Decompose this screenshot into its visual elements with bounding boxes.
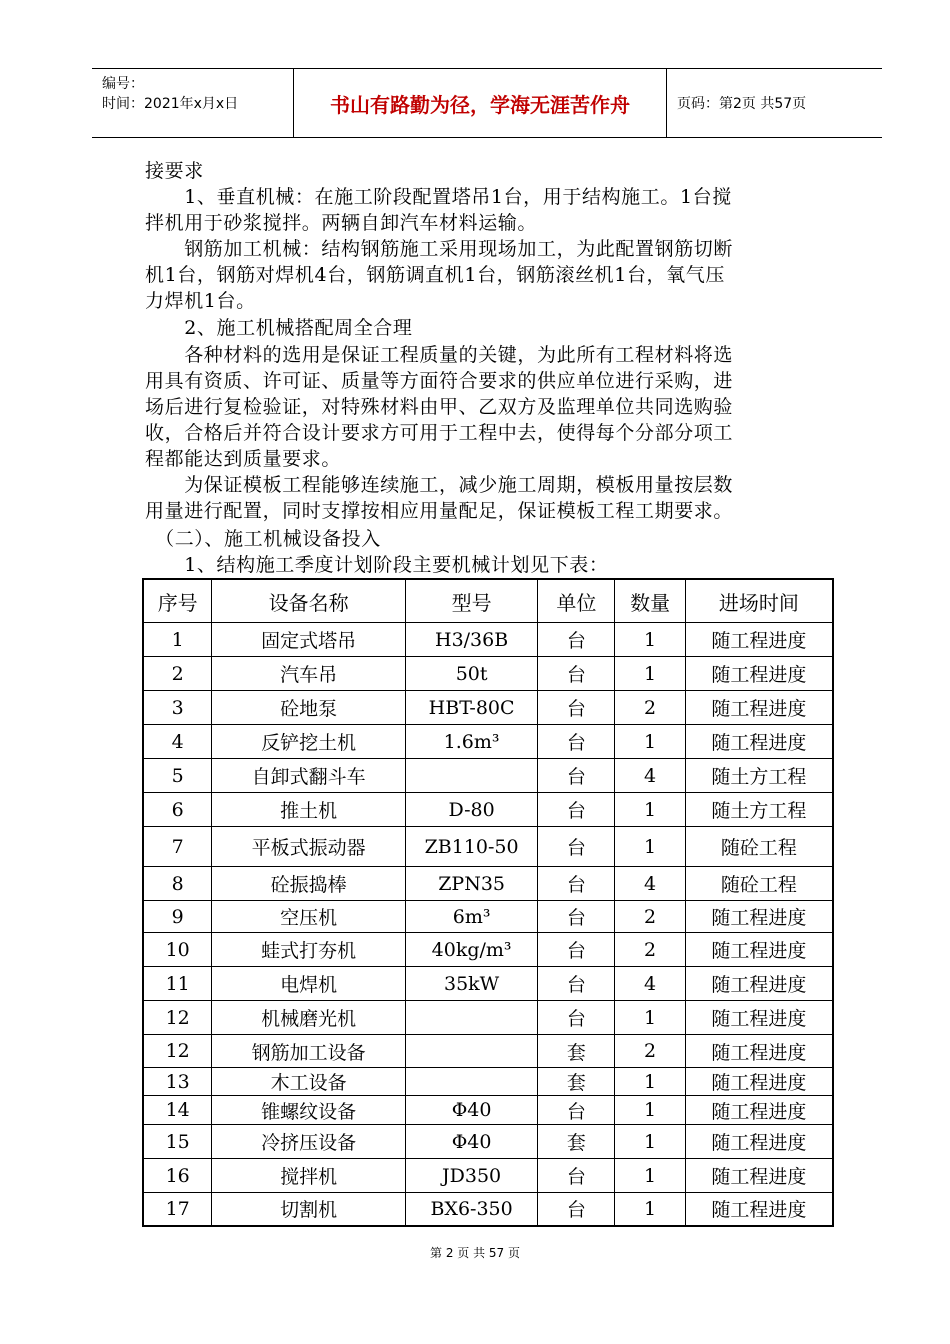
table-row bbox=[143, 1035, 833, 1068]
table-cell: 6 bbox=[143, 793, 212, 827]
table-cell: 随工程进度 bbox=[685, 691, 833, 725]
table-cell bbox=[405, 759, 537, 793]
text-line: 力焊机1台。 bbox=[145, 290, 256, 312]
table-cell: 5 bbox=[143, 759, 212, 793]
table-cell: 随工程进度 bbox=[685, 901, 833, 933]
table-cell: 砼地泵 bbox=[212, 691, 406, 725]
table-row bbox=[143, 1193, 833, 1226]
table-cell: 2 bbox=[615, 933, 685, 967]
table-cell: 7 bbox=[143, 827, 212, 867]
table-cell: 2 bbox=[615, 1035, 685, 1068]
table-cell: 随工程进度 bbox=[685, 1193, 833, 1226]
table-cell: 随工程进度 bbox=[685, 1035, 833, 1068]
table-row bbox=[143, 725, 833, 759]
text-line: 用具有资质、许可证、质量等方面符合要求的供应单位进行采购，进 bbox=[145, 370, 734, 392]
text-line: 各种材料的选用是保证工程质量的关键，为此所有工程材料将选 bbox=[145, 344, 734, 366]
table-row bbox=[143, 1068, 833, 1096]
table-cell: 套 bbox=[538, 1068, 615, 1096]
table-cell: 推土机 bbox=[212, 793, 406, 827]
table-cell: 台 bbox=[538, 1159, 615, 1193]
table-cell: 1 bbox=[615, 725, 685, 759]
table-cell: 随土方工程 bbox=[685, 759, 833, 793]
table-cell: D-80 bbox=[405, 793, 537, 827]
text-line: 1、结构施工季度计划阶段主要机械计划见下表： bbox=[145, 554, 609, 576]
table-row bbox=[143, 867, 833, 901]
table-cell: 1 bbox=[615, 1001, 685, 1035]
text-line: 场后进行复检验证，对特殊材料由甲、乙双方及监理单位共同选购验 bbox=[145, 396, 734, 418]
table-cell: 35kW bbox=[405, 967, 537, 1001]
table-cell: 40kg/m³ bbox=[405, 933, 537, 967]
table-cell: 1 bbox=[615, 1068, 685, 1096]
table-cell: 台 bbox=[538, 827, 615, 867]
text-line: 程都能达到质量要求。 bbox=[145, 448, 342, 470]
table-cell: 4 bbox=[615, 759, 685, 793]
header-cell: 进场时间 bbox=[685, 579, 833, 623]
table-cell: Φ40 bbox=[405, 1125, 537, 1159]
table-row bbox=[143, 901, 833, 933]
text-line: 为保证模板工程能够连续施工，减少施工周期，模板用量按层数 bbox=[145, 474, 734, 496]
table-cell: 2 bbox=[143, 657, 212, 691]
table-row bbox=[143, 933, 833, 967]
table-cell: HBT-80C bbox=[405, 691, 537, 725]
table-cell: 12 bbox=[143, 1001, 212, 1035]
table-cell: 随工程进度 bbox=[685, 1159, 833, 1193]
table-cell: 1 bbox=[143, 623, 212, 657]
table-cell: 台 bbox=[538, 933, 615, 967]
table-cell: 汽车吊 bbox=[212, 657, 406, 691]
table-cell: 3 bbox=[143, 691, 212, 725]
table-cell: 1.6m³ bbox=[405, 725, 537, 759]
table-cell: 2 bbox=[615, 691, 685, 725]
table-cell: 台 bbox=[538, 793, 615, 827]
table-cell: 15 bbox=[143, 1125, 212, 1159]
table-cell: 随工程进度 bbox=[685, 967, 833, 1001]
table-cell bbox=[405, 1001, 537, 1035]
table-cell: 台 bbox=[538, 691, 615, 725]
table-cell: 台 bbox=[538, 901, 615, 933]
table-cell: 蛙式打夯机 bbox=[212, 933, 406, 967]
table-cell: ZPN35 bbox=[405, 867, 537, 901]
table-cell: 电焊机 bbox=[212, 967, 406, 1001]
table-cell: 随砼工程 bbox=[685, 867, 833, 901]
table-cell: 自卸式翻斗车 bbox=[212, 759, 406, 793]
table-cell: 4 bbox=[615, 967, 685, 1001]
page-footer: 第 2 页 共 57 页 bbox=[430, 1246, 520, 1260]
table-header-row bbox=[143, 579, 833, 623]
text-line: （二）、施工机械设备投入 bbox=[145, 528, 381, 550]
table-cell: 搅拌机 bbox=[212, 1159, 406, 1193]
text-line: 用量进行配置，同时支撑按相应用量配足，保证模板工程工期要求。 bbox=[145, 500, 734, 522]
table-cell: BX6-350 bbox=[405, 1193, 537, 1226]
table-row bbox=[143, 1001, 833, 1035]
table-cell: 台 bbox=[538, 967, 615, 1001]
header-motto: 书山有路勤为径，学海无涯苦作舟 bbox=[294, 69, 667, 137]
table-cell: 9 bbox=[143, 901, 212, 933]
table-cell: 1 bbox=[615, 623, 685, 657]
table-row bbox=[143, 759, 833, 793]
table-cell bbox=[405, 1035, 537, 1068]
table-cell: 固定式塔吊 bbox=[212, 623, 406, 657]
table-row bbox=[143, 623, 833, 657]
table-cell: 切割机 bbox=[212, 1193, 406, 1226]
table-cell: 套 bbox=[538, 1125, 615, 1159]
table-cell: 14 bbox=[143, 1096, 212, 1125]
table-cell: 空压机 bbox=[212, 901, 406, 933]
table-cell: 随工程进度 bbox=[685, 623, 833, 657]
table-cell: 随工程进度 bbox=[685, 657, 833, 691]
table-cell: 随工程进度 bbox=[685, 933, 833, 967]
table-cell: 台 bbox=[538, 1001, 615, 1035]
table-row bbox=[143, 1125, 833, 1159]
table-cell: Φ40 bbox=[405, 1096, 537, 1125]
table-cell: 17 bbox=[143, 1193, 212, 1226]
table-row bbox=[143, 657, 833, 691]
table-cell: 11 bbox=[143, 967, 212, 1001]
table-cell: 1 bbox=[615, 1096, 685, 1125]
text-line: 2、施工机械搭配周全合理 bbox=[145, 317, 413, 339]
text-line: 钢筋加工机械：结构钢筋施工采用现场加工，为此配置钢筋切断 bbox=[145, 238, 734, 260]
header-cell: 设备名称 bbox=[212, 579, 406, 623]
table-row bbox=[143, 967, 833, 1001]
table-cell: 随工程进度 bbox=[685, 1125, 833, 1159]
header-cell: 序号 bbox=[143, 579, 212, 623]
number-label: 编号： bbox=[102, 76, 144, 92]
table-cell: 台 bbox=[538, 725, 615, 759]
table-cell: 1 bbox=[615, 793, 685, 827]
table-cell: 13 bbox=[143, 1068, 212, 1096]
table-cell: JD350 bbox=[405, 1159, 537, 1193]
table-cell: 12 bbox=[143, 1035, 212, 1068]
table-cell: 钢筋加工设备 bbox=[212, 1035, 406, 1068]
page-header bbox=[92, 68, 882, 138]
table-cell: 锥螺纹设备 bbox=[212, 1096, 406, 1125]
table-cell: 16 bbox=[143, 1159, 212, 1193]
table-cell: 台 bbox=[538, 759, 615, 793]
table-row bbox=[143, 827, 833, 867]
table-cell: 1 bbox=[615, 1125, 685, 1159]
table-cell: 木工设备 bbox=[212, 1068, 406, 1096]
table-row bbox=[143, 793, 833, 827]
table-cell: 2 bbox=[615, 901, 685, 933]
text-line: 接要求 bbox=[145, 160, 204, 182]
table-cell: 随工程进度 bbox=[685, 1096, 833, 1125]
table-cell: 随工程进度 bbox=[685, 1068, 833, 1096]
table-cell: 台 bbox=[538, 1193, 615, 1226]
table-cell: 1 bbox=[615, 657, 685, 691]
table-cell: 台 bbox=[538, 623, 615, 657]
table-cell: ZB110-50 bbox=[405, 827, 537, 867]
text-line: 收，合格后并符合设计要求方可用于工程中去，使得每个分部分项工 bbox=[145, 422, 734, 444]
table-cell: 50t bbox=[405, 657, 537, 691]
header-cell: 型号 bbox=[405, 579, 537, 623]
table-cell: 随土方工程 bbox=[685, 793, 833, 827]
table-row bbox=[143, 1159, 833, 1193]
table-cell: 台 bbox=[538, 1096, 615, 1125]
table-cell: 随砼工程 bbox=[685, 827, 833, 867]
table-cell: 6m³ bbox=[405, 901, 537, 933]
table-cell: 冷挤压设备 bbox=[212, 1125, 406, 1159]
table-cell: 砼振捣棒 bbox=[212, 867, 406, 901]
table-cell: 反铲挖土机 bbox=[212, 725, 406, 759]
table-cell: 1 bbox=[615, 1193, 685, 1226]
table-cell: 机械磨光机 bbox=[212, 1001, 406, 1035]
text-line: 拌机用于砂浆搅拌。两辆自卸汽车材料运输。 bbox=[145, 212, 538, 234]
table-cell: 台 bbox=[538, 657, 615, 691]
table-cell: 10 bbox=[143, 933, 212, 967]
table-cell: 1 bbox=[615, 827, 685, 867]
table-cell: 4 bbox=[143, 725, 212, 759]
table-cell: 随工程进度 bbox=[685, 725, 833, 759]
table-cell: 套 bbox=[538, 1035, 615, 1068]
table-cell: 平板式振动器 bbox=[212, 827, 406, 867]
header-cell: 单位 bbox=[538, 579, 615, 623]
table-cell: 1 bbox=[615, 1159, 685, 1193]
table-row bbox=[143, 691, 833, 725]
header-cell: 数量 bbox=[615, 579, 685, 623]
header-page-label: 页码：第2页 共57页 bbox=[677, 96, 807, 112]
text-line: 1、垂直机械：在施工阶段配置塔吊1台，用于结构施工。1台搅 bbox=[145, 186, 732, 208]
table-cell bbox=[405, 1068, 537, 1096]
table-cell: 4 bbox=[615, 867, 685, 901]
table-cell: H3/36B bbox=[405, 623, 537, 657]
equipment-table bbox=[142, 578, 834, 1227]
table-cell: 台 bbox=[538, 867, 615, 901]
table-cell: 8 bbox=[143, 867, 212, 901]
text-line: 机1台，钢筋对焊机4台，钢筋调直机1台，钢筋滚丝机1台，氧气压 bbox=[145, 264, 725, 286]
header-meta bbox=[92, 69, 294, 137]
table-cell: 随工程进度 bbox=[685, 1001, 833, 1035]
time-label: 时间：2021年x月x日 bbox=[102, 96, 239, 112]
table-row bbox=[143, 1096, 833, 1125]
